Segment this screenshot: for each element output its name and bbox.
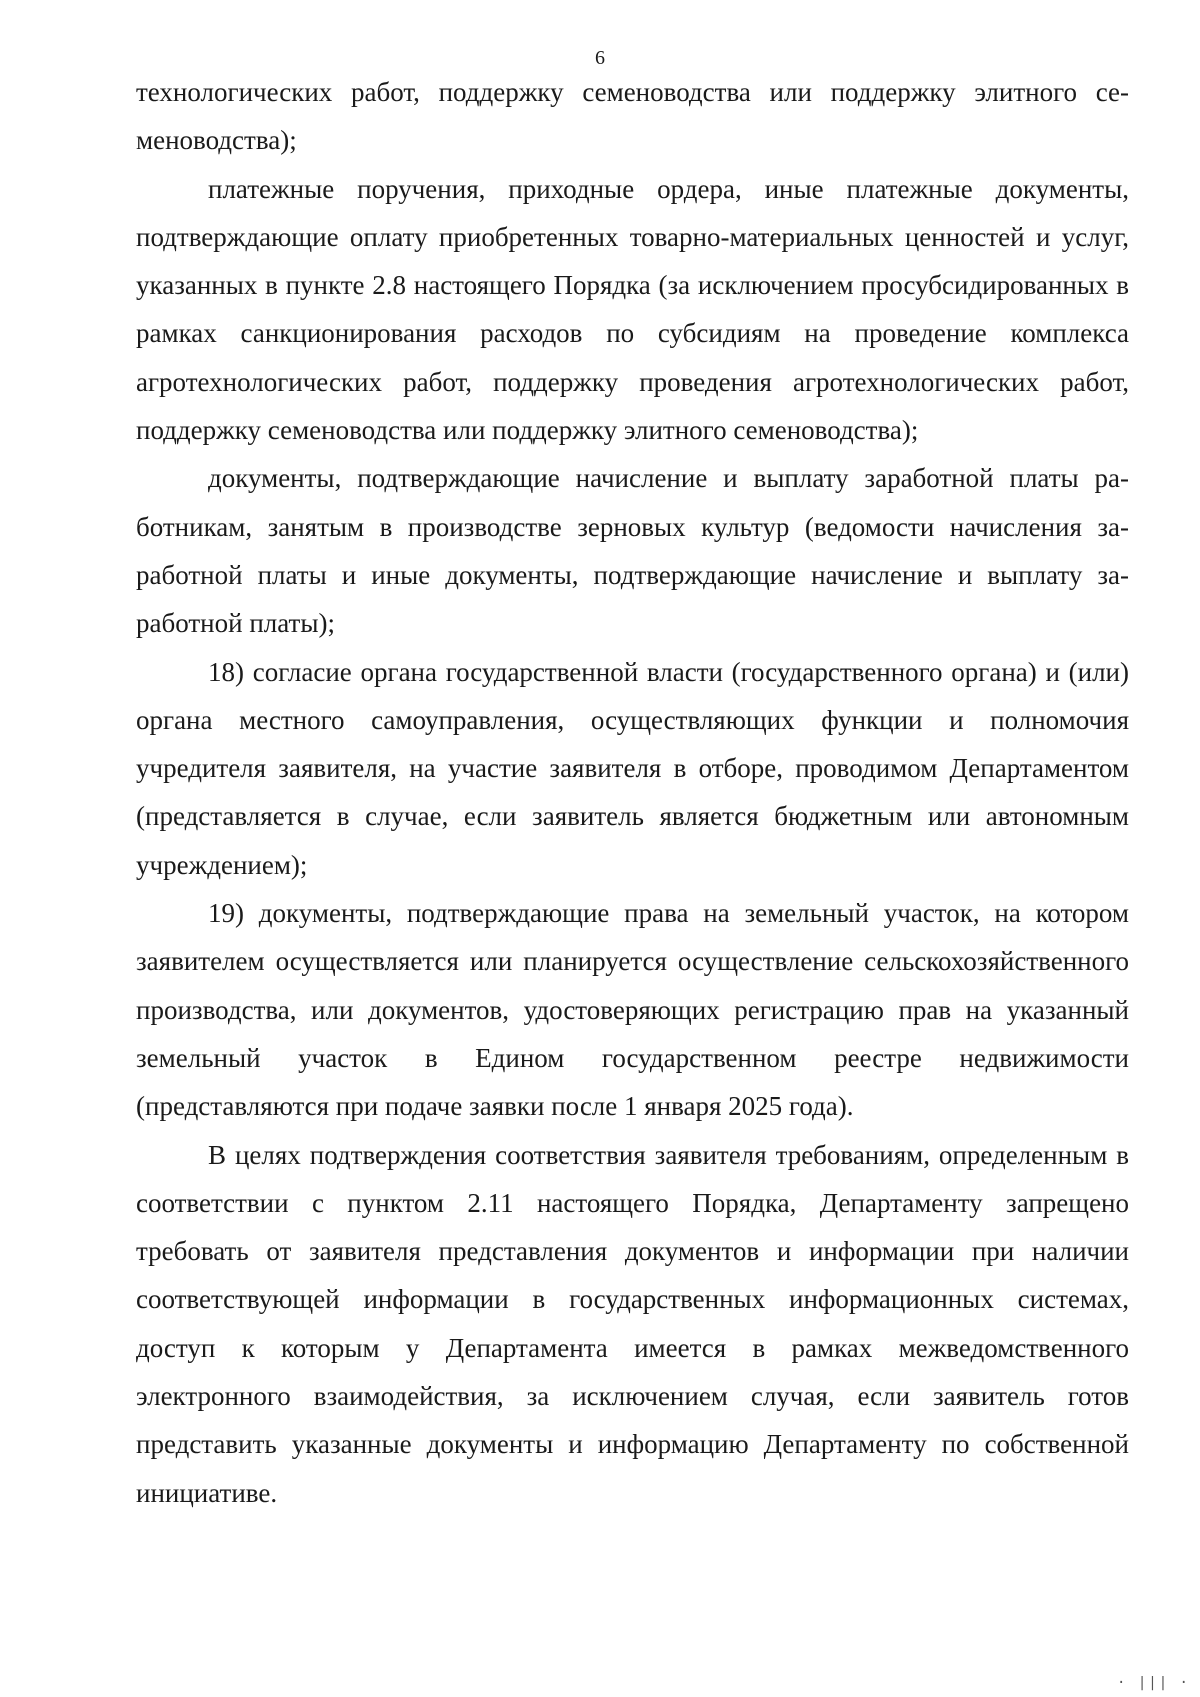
paragraph-item-19: 19) документы, подтверждающие права на земельный участок, на котором заявителем осуществляется или планируется осуществление сельскохозяйственного производства, или документов, удостоверяющих регистрацию прав на указанный земельный участок в Едином государственном реестре недвижимости (представляются при подаче заявки после 1 января 2025 года). bbox=[136, 898, 1129, 1122]
paragraph-continuation: технологических работ, поддержку семеноводства или поддержку элитного семеноводства); bbox=[136, 77, 1129, 156]
scan-edge-marks: · ||| · bbox=[1116, 1675, 1190, 1691]
document-body bbox=[136, 68, 1129, 1517]
paragraph-item-18: 18) согласие органа государственной власти (государственного органа) и (или) органа местного самоуправления, осуществляющих функции и полномочия учредителя заявителя, на участие заявителя в отборе, проводимом Департаментом (представляется в случае, если заявитель является бюджетным или автономным учреждением); bbox=[136, 656, 1129, 880]
paragraph-requirements: В целях подтверждения соответствия заявителя требованиям, определенным в соответствии с пунктом 2.11 настоящего Порядка, Департаменту запрещено требовать от заявителя представления документов и информации при наличии соответствующей информации в государственных информационных системах, доступ к которым у Департамента имеется в рамках межведомственного электронного взаимодействия, за исключением случая, если заявитель готов представить указанные документы и информацию Департаменту по собственной инициативе. bbox=[136, 1139, 1129, 1508]
paragraph-payment-documents: платежные поручения, приходные ордера, иные платежные документы, подтверждающие оплату приобретенных товарно-материальных ценностей и услуг, указанных в пункте 2.8 настоящего Порядка (за исключением просубсидированных в рамках санкционирования расходов по субсидиям на проведение комплекса агротехнологических работ, поддержку проведения агротехнологических работ, поддержку семеноводства или поддержку элитного семеноводства); bbox=[136, 173, 1129, 446]
page-number: 6 bbox=[595, 47, 605, 69]
paragraph-salary-documents: документы, подтверждающие начисление и выплату заработной платы работникам, занятым в производстве зерновых культур (ведомости начисления заработной платы и иные документы, подтверждающие начисление и выплату заработной платы); bbox=[136, 463, 1129, 639]
